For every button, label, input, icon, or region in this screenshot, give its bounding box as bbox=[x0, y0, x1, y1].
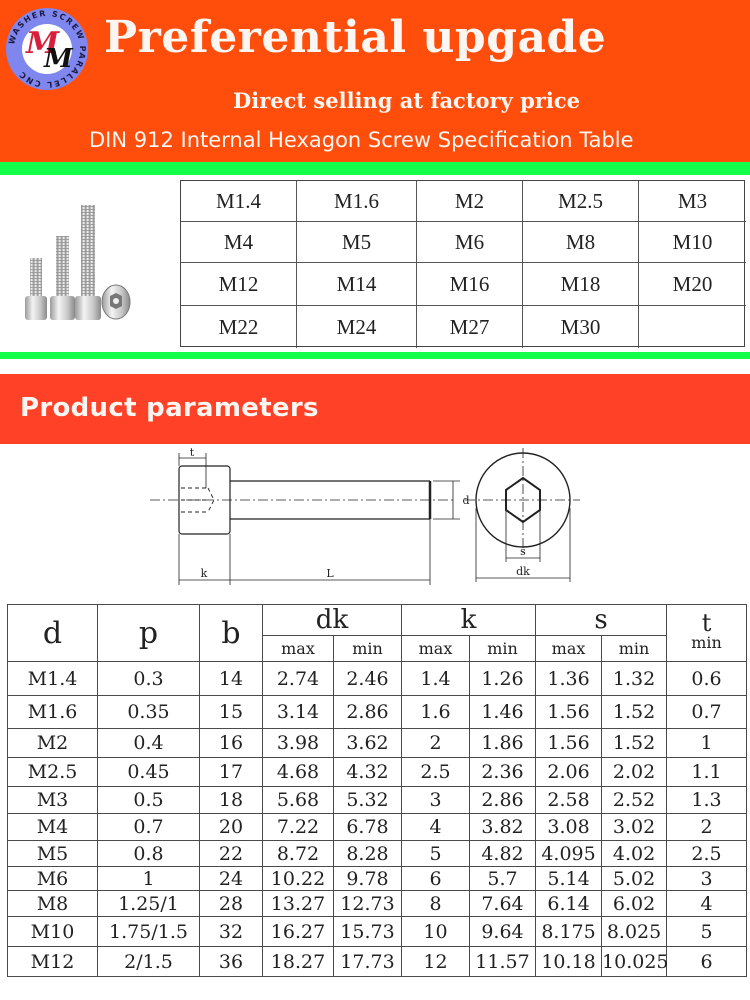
cell-b: 15 bbox=[200, 696, 263, 729]
cell-s-max: 1.56 bbox=[536, 696, 602, 729]
cell-k-min: 5.7 bbox=[470, 867, 536, 891]
cell-s-min: 5.02 bbox=[602, 867, 667, 891]
cell-t-min: 1 bbox=[667, 729, 747, 758]
cell-k-min: 9.64 bbox=[470, 917, 536, 947]
spec-table-title: DIN 912 Internal Hexagon Screw Specification Table bbox=[89, 128, 634, 152]
cell-p: 1 bbox=[98, 867, 200, 891]
dim-label-dk: dk bbox=[516, 565, 530, 578]
dim-label-t: t bbox=[189, 448, 195, 459]
cell-k-max: 4 bbox=[402, 814, 470, 841]
cell-s-max: 1.36 bbox=[536, 662, 602, 696]
size-cell: M2.5 bbox=[523, 181, 639, 222]
parameter-table bbox=[7, 604, 747, 977]
cell-b: 24 bbox=[200, 867, 263, 891]
size-cell: M24 bbox=[297, 306, 417, 348]
cell-dk-min: 8.28 bbox=[334, 841, 402, 867]
cell-k-max: 10 bbox=[402, 917, 470, 947]
header-k-min: min bbox=[470, 636, 536, 662]
green-divider-top bbox=[0, 162, 750, 175]
cell-d: M5 bbox=[8, 841, 98, 867]
header-p: p bbox=[98, 605, 200, 662]
cell-b: 28 bbox=[200, 891, 263, 917]
cell-k-min: 7.64 bbox=[470, 891, 536, 917]
cell-s-min: 10.025 bbox=[602, 947, 667, 977]
table-row bbox=[8, 758, 747, 787]
cell-p: 0.35 bbox=[98, 696, 200, 729]
cell-dk-max: 16.27 bbox=[263, 917, 334, 947]
parameter-table-body bbox=[8, 662, 747, 977]
cell-d: M12 bbox=[8, 947, 98, 977]
cell-t-min: 0.6 bbox=[667, 662, 747, 696]
cell-t-min: 3 bbox=[667, 867, 747, 891]
cell-dk-max: 18.27 bbox=[263, 947, 334, 977]
size-cell: M20 bbox=[639, 263, 746, 306]
cell-dk-max: 3.14 bbox=[263, 696, 334, 729]
cell-k-max: 12 bbox=[402, 947, 470, 977]
header-k: k bbox=[402, 605, 536, 636]
cell-s-min: 4.02 bbox=[602, 841, 667, 867]
header-t-sub: min bbox=[691, 633, 722, 652]
table-row bbox=[8, 867, 747, 891]
cell-b: 22 bbox=[200, 841, 263, 867]
cell-k-max: 8 bbox=[402, 891, 470, 917]
logo-initial-1: M bbox=[26, 26, 60, 61]
size-cell: M2 bbox=[417, 181, 523, 222]
size-cell: M27 bbox=[417, 306, 523, 348]
cell-s-min: 1.52 bbox=[602, 729, 667, 758]
svg-text:WASHER SCREW PARALLEL CNC: WASHER SCREW PARALLEL CNC bbox=[7, 8, 88, 90]
cell-b: 18 bbox=[200, 787, 263, 814]
cell-dk-min: 12.73 bbox=[334, 891, 402, 917]
cell-dk-max: 10.22 bbox=[263, 867, 334, 891]
screws-product-image bbox=[18, 200, 168, 320]
cell-t-min: 4 bbox=[667, 891, 747, 917]
size-cell: M6 bbox=[417, 222, 523, 263]
product-parameters-title: Product parameters bbox=[20, 393, 319, 423]
brand-logo bbox=[6, 8, 88, 90]
size-cell-empty bbox=[639, 306, 746, 348]
cell-dk-max: 13.27 bbox=[263, 891, 334, 917]
cell-t-min: 0.7 bbox=[667, 696, 747, 729]
cell-s-min: 1.32 bbox=[602, 662, 667, 696]
cell-s-max: 5.14 bbox=[536, 867, 602, 891]
header-b: b bbox=[200, 605, 263, 662]
size-cell: M10 bbox=[639, 222, 746, 263]
header-d: d bbox=[8, 605, 98, 662]
cell-d: M2.5 bbox=[8, 758, 98, 787]
cell-k-min: 2.36 bbox=[470, 758, 536, 787]
cell-dk-max: 8.72 bbox=[263, 841, 334, 867]
cell-s-max: 4.095 bbox=[536, 841, 602, 867]
cell-s-min: 2.52 bbox=[602, 787, 667, 814]
size-cell: M4 bbox=[181, 222, 297, 263]
cell-t-min: 2.5 bbox=[667, 841, 747, 867]
dim-label-k: k bbox=[200, 567, 208, 580]
cell-k-max: 2.5 bbox=[402, 758, 470, 787]
cell-dk-min: 17.73 bbox=[334, 947, 402, 977]
cell-t-min: 6 bbox=[667, 947, 747, 977]
cell-s-max: 2.58 bbox=[536, 787, 602, 814]
cell-s-max: 6.14 bbox=[536, 891, 602, 917]
headline: Preferential upgade bbox=[104, 12, 607, 63]
table-row bbox=[8, 841, 747, 867]
cell-p: 0.45 bbox=[98, 758, 200, 787]
cell-k-max: 3 bbox=[402, 787, 470, 814]
cell-s-min: 3.02 bbox=[602, 814, 667, 841]
header-dk-max: max bbox=[263, 636, 334, 662]
cell-dk-min: 9.78 bbox=[334, 867, 402, 891]
cell-p: 0.4 bbox=[98, 729, 200, 758]
header-dk-min: min bbox=[334, 636, 402, 662]
logo-initial-2: M bbox=[44, 44, 73, 74]
size-cell: M8 bbox=[523, 222, 639, 263]
size-cell: M3 bbox=[639, 181, 746, 222]
cell-t-min: 1.1 bbox=[667, 758, 747, 787]
table-header-row bbox=[8, 605, 747, 636]
cell-t-min: 2 bbox=[667, 814, 747, 841]
header-s: s bbox=[536, 605, 667, 636]
cell-p: 0.3 bbox=[98, 662, 200, 696]
cell-k-min: 1.46 bbox=[470, 696, 536, 729]
cell-s-min: 2.02 bbox=[602, 758, 667, 787]
cell-d: M6 bbox=[8, 867, 98, 891]
size-cell: M1.6 bbox=[297, 181, 417, 222]
size-cell: M1.4 bbox=[181, 181, 297, 222]
cell-dk-min: 4.32 bbox=[334, 758, 402, 787]
cell-p: 1.75/1.5 bbox=[98, 917, 200, 947]
size-cell: M22 bbox=[181, 306, 297, 348]
cell-t-min: 5 bbox=[667, 917, 747, 947]
table-row bbox=[8, 814, 747, 841]
cell-k-min: 1.86 bbox=[470, 729, 536, 758]
size-cell: M12 bbox=[181, 263, 297, 306]
header-t-label: t bbox=[701, 609, 712, 637]
cell-k-min: 2.86 bbox=[470, 787, 536, 814]
size-cell: M18 bbox=[523, 263, 639, 306]
header-s-min: min bbox=[602, 636, 667, 662]
cell-k-min: 3.82 bbox=[470, 814, 536, 841]
header-dk: dk bbox=[263, 605, 402, 636]
cell-s-max: 10.18 bbox=[536, 947, 602, 977]
cell-d: M10 bbox=[8, 917, 98, 947]
cell-d: M3 bbox=[8, 787, 98, 814]
cell-b: 20 bbox=[200, 814, 263, 841]
cell-d: M1.6 bbox=[8, 696, 98, 729]
cell-k-max: 5 bbox=[402, 841, 470, 867]
header-k-max: max bbox=[402, 636, 470, 662]
size-grid bbox=[180, 180, 745, 347]
table-row bbox=[8, 947, 747, 977]
table-row bbox=[8, 696, 747, 729]
cell-p: 1.25/1 bbox=[98, 891, 200, 917]
cell-p: 0.5 bbox=[98, 787, 200, 814]
cell-k-max: 6 bbox=[402, 867, 470, 891]
cell-k-max: 2 bbox=[402, 729, 470, 758]
cell-b: 17 bbox=[200, 758, 263, 787]
cell-b: 36 bbox=[200, 947, 263, 977]
cell-p: 0.8 bbox=[98, 841, 200, 867]
table-row bbox=[8, 917, 747, 947]
cell-dk-max: 2.74 bbox=[263, 662, 334, 696]
cell-s-min: 6.02 bbox=[602, 891, 667, 917]
cell-dk-min: 3.62 bbox=[334, 729, 402, 758]
header-t bbox=[667, 605, 747, 662]
cell-dk-max: 7.22 bbox=[263, 814, 334, 841]
cell-k-max: 1.4 bbox=[402, 662, 470, 696]
cell-p: 0.7 bbox=[98, 814, 200, 841]
table-row bbox=[8, 787, 747, 814]
cell-d: M2 bbox=[8, 729, 98, 758]
cell-b: 14 bbox=[200, 662, 263, 696]
cell-dk-max: 3.98 bbox=[263, 729, 334, 758]
screw-dimension-diagram bbox=[150, 448, 610, 598]
cell-k-max: 1.6 bbox=[402, 696, 470, 729]
dim-label-s: s bbox=[520, 545, 526, 558]
cell-p: 2/1.5 bbox=[98, 947, 200, 977]
table-row bbox=[8, 729, 747, 758]
cell-d: M1.4 bbox=[8, 662, 98, 696]
table-row bbox=[8, 662, 747, 696]
cell-k-min: 1.26 bbox=[470, 662, 536, 696]
size-cell: M30 bbox=[523, 306, 639, 348]
cell-s-max: 1.56 bbox=[536, 729, 602, 758]
cell-d: M4 bbox=[8, 814, 98, 841]
cell-d: M8 bbox=[8, 891, 98, 917]
cell-k-min: 11.57 bbox=[470, 947, 536, 977]
cell-k-min: 4.82 bbox=[470, 841, 536, 867]
size-cell: M5 bbox=[297, 222, 417, 263]
subheadline: Direct selling at factory price bbox=[233, 88, 580, 113]
cell-dk-min: 2.46 bbox=[334, 662, 402, 696]
cell-s-min: 8.025 bbox=[602, 917, 667, 947]
cell-s-min: 1.52 bbox=[602, 696, 667, 729]
cell-t-min: 1.3 bbox=[667, 787, 747, 814]
cell-s-max: 2.06 bbox=[536, 758, 602, 787]
cell-dk-max: 4.68 bbox=[263, 758, 334, 787]
dim-label-d: d bbox=[462, 494, 470, 507]
green-divider-bottom bbox=[0, 352, 750, 359]
header-s-max: max bbox=[536, 636, 602, 662]
cell-b: 16 bbox=[200, 729, 263, 758]
cell-s-max: 3.08 bbox=[536, 814, 602, 841]
table-row bbox=[8, 891, 747, 917]
cell-s-max: 8.175 bbox=[536, 917, 602, 947]
size-cell: M14 bbox=[297, 263, 417, 306]
cell-dk-min: 6.78 bbox=[334, 814, 402, 841]
cell-dk-min: 15.73 bbox=[334, 917, 402, 947]
cell-dk-min: 2.86 bbox=[334, 696, 402, 729]
cell-b: 32 bbox=[200, 917, 263, 947]
cell-dk-min: 5.32 bbox=[334, 787, 402, 814]
dim-label-L: L bbox=[326, 567, 334, 580]
size-cell: M16 bbox=[417, 263, 523, 306]
cell-dk-max: 5.68 bbox=[263, 787, 334, 814]
